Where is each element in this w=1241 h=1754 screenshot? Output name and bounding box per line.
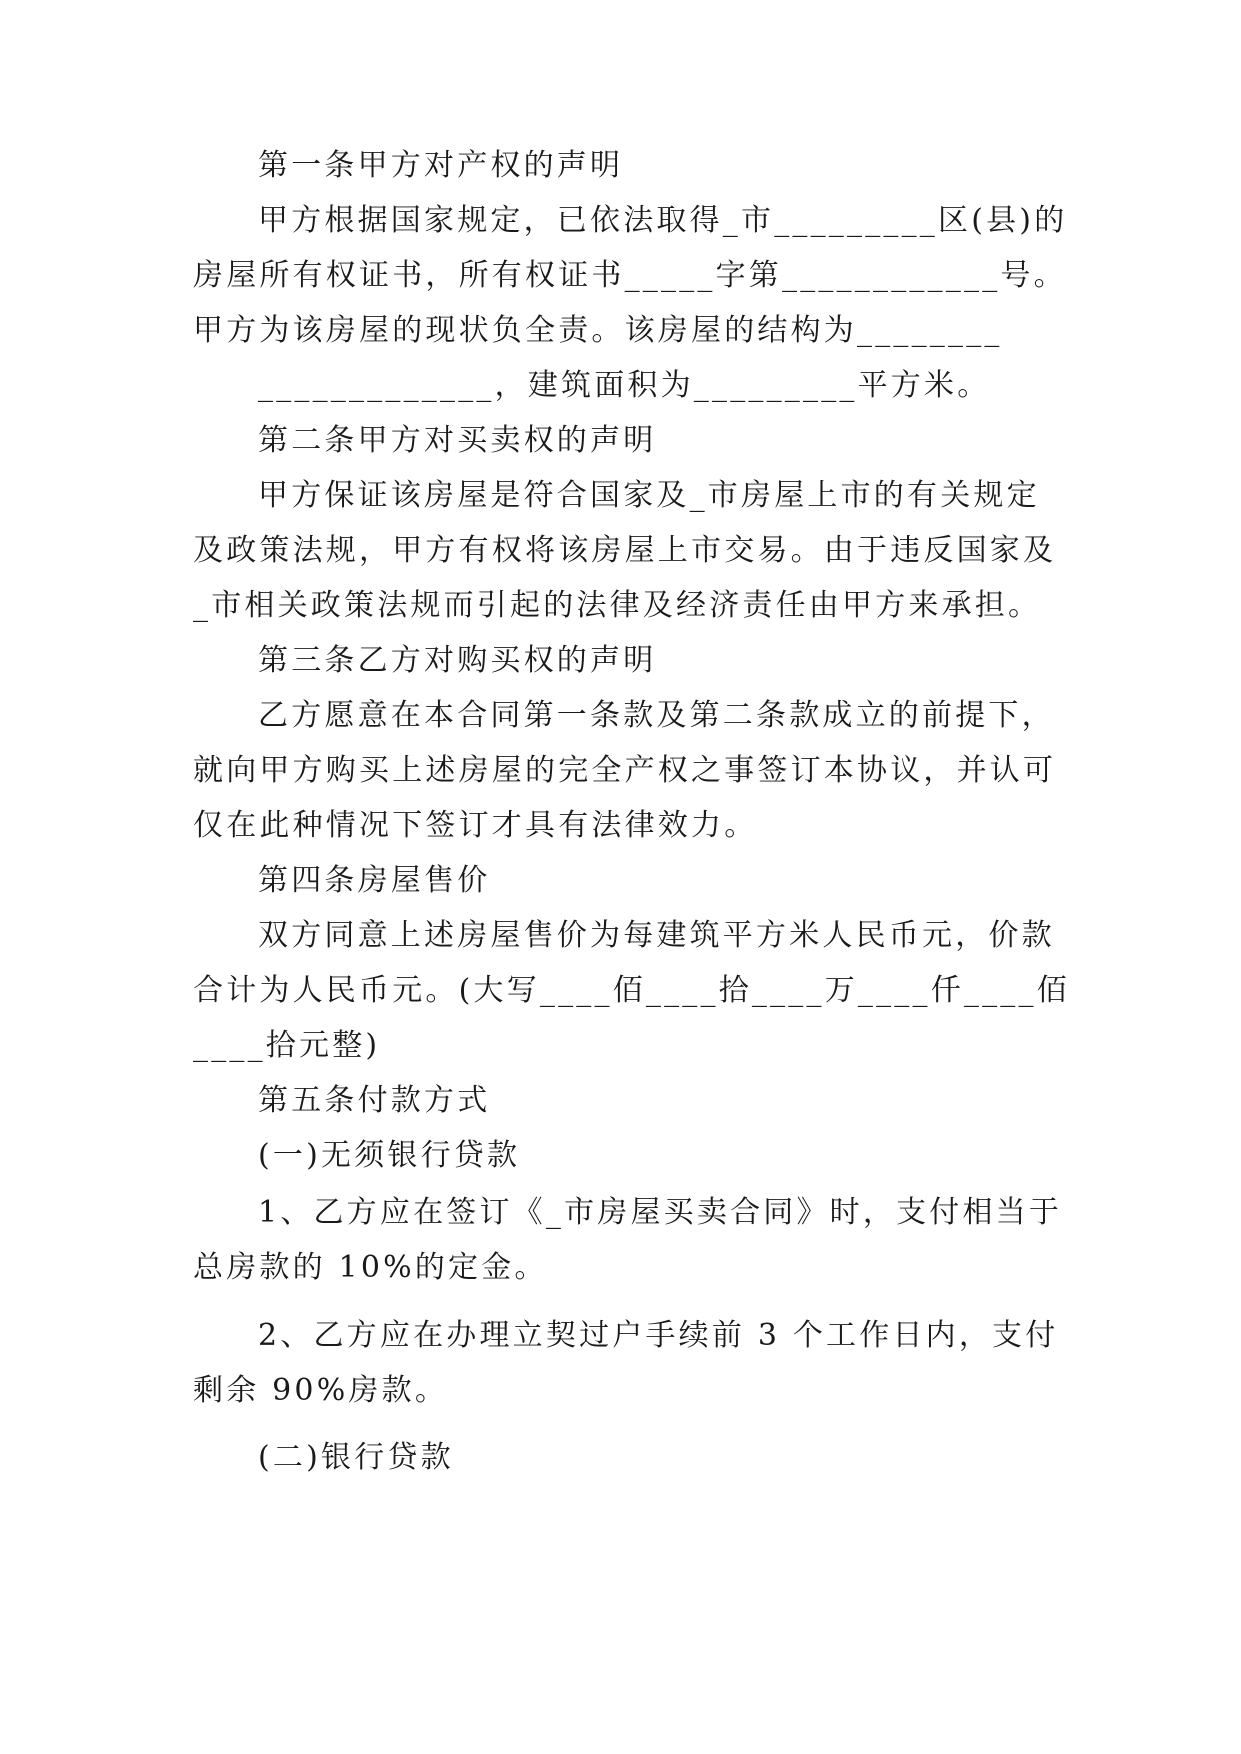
paragraph-line: _____________，建筑面积为_________平方米。 — [258, 368, 991, 403]
paragraph-line: 1、乙方应在签订《_市房屋买卖合同》时，支付相当于 — [258, 1195, 1063, 1230]
paragraph-line: 及政策法规，甲方有权将该房屋上市交易。由于违反国家及 — [193, 533, 1057, 568]
article-5-heading: 第五条付款方式 — [258, 1083, 491, 1118]
article-1-heading: 第一条甲方对产权的声明 — [258, 148, 624, 183]
paragraph-line: 甲方为该房屋的现状负全责。该房屋的结构为________ — [193, 313, 1003, 348]
paragraph-line: 甲方保证该房屋是符合国家及_市房屋上市的有关规定 — [258, 478, 1040, 513]
paragraph-line: _市相关政策法规而引起的法律及经济责任由甲方来承担。 — [193, 588, 1042, 623]
paragraph-line: 就向甲方购买上述房屋的完全产权之事签订本协议，并认可 — [193, 753, 1057, 788]
subsection-heading: (一)无须银行贷款 — [258, 1138, 521, 1173]
paragraph-line: ____拾元整) — [193, 1028, 381, 1063]
paragraph-line: 仅在此种情况下签订才具有法律效力。 — [193, 808, 758, 843]
paragraph-line: 乙方愿意在本合同第一条款及第二条款成立的前提下， — [258, 698, 1055, 733]
paragraph-line: 总房款的 10%的定金。 — [193, 1250, 548, 1285]
article-2-heading: 第二条甲方对买卖权的声明 — [258, 423, 657, 458]
article-4-heading: 第四条房屋售价 — [258, 863, 491, 898]
paragraph-line: 双方同意上述房屋售价为每建筑平方米人民币元，价款 — [258, 918, 1055, 953]
paragraph-line: 2、乙方应在办理立契过户手续前 3 个工作日内，支付 — [258, 1318, 1059, 1353]
subsection-heading: (二)银行贷款 — [258, 1440, 454, 1475]
paragraph-line: 甲方根据国家规定，已依法取得_市_________区(县)的 — [258, 203, 1068, 238]
paragraph-line: 房屋所有权证书，所有权证书_____字第____________号。 — [193, 258, 1067, 293]
paragraph-line: 合计为人民币元。(大写____佰____拾____万____仟____佰 — [193, 973, 1070, 1008]
article-3-heading: 第三条乙方对购买权的声明 — [258, 643, 657, 678]
paragraph-line: 剩余 90%房款。 — [193, 1373, 449, 1408]
